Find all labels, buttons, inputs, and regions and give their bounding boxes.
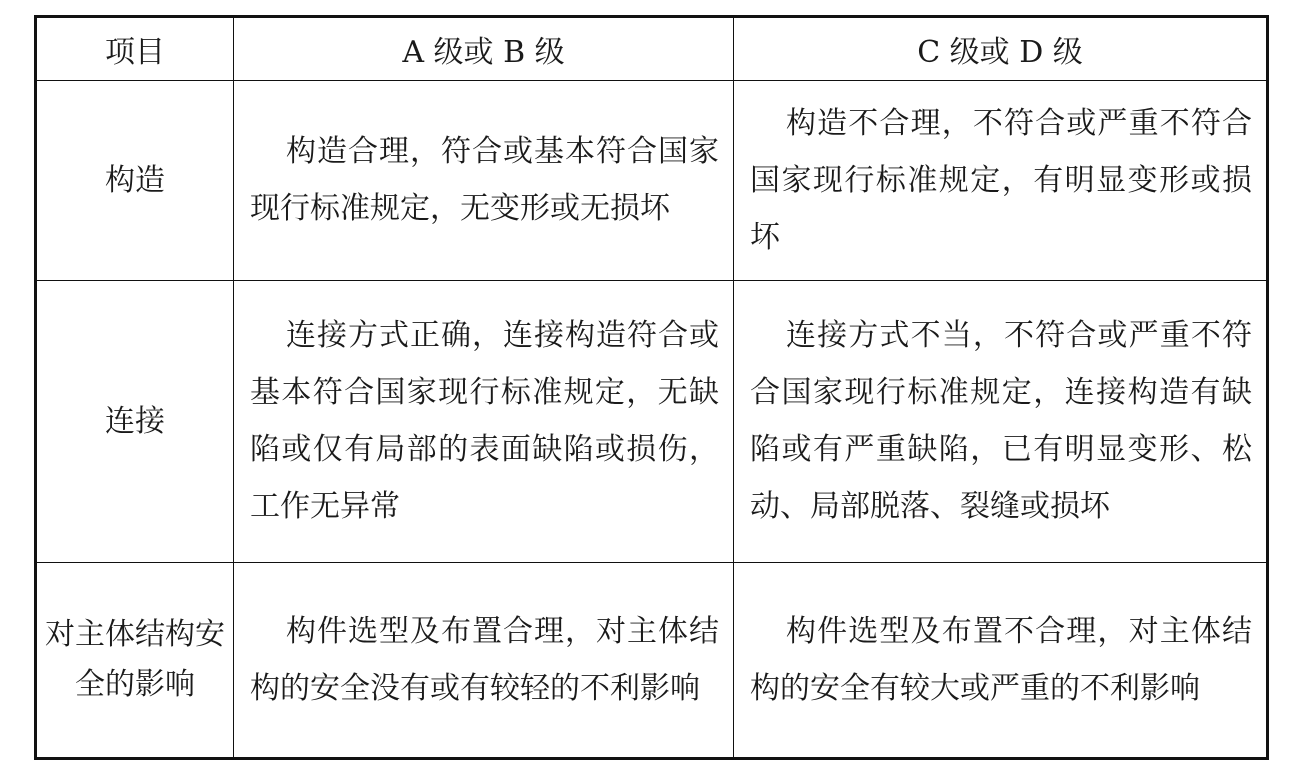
table-row bbox=[36, 563, 1268, 759]
header-grade-ab: A 级或 B 级 bbox=[234, 17, 734, 81]
row-grade-ab-cell bbox=[234, 280, 734, 562]
row-grade-cd-text: 构件选型及布置不合理，对主体结构的安全有较大或严重的不利影响 bbox=[750, 614, 1252, 707]
grading-table-container bbox=[34, 15, 1266, 760]
row-grade-cd-cell bbox=[734, 280, 1268, 562]
table-header-row bbox=[36, 17, 1268, 81]
row-item-label: 构造 bbox=[36, 81, 234, 281]
row-grade-ab-text: 构造合理，符合或基本符合国家现行标准规定，无变形或无损坏 bbox=[250, 134, 719, 227]
row-grade-cd-cell bbox=[734, 563, 1268, 759]
row-item-label: 连接 bbox=[36, 280, 234, 562]
row-grade-ab-text: 构件选型及布置合理，对主体结构的安全没有或有较轻的不利影响 bbox=[250, 614, 719, 707]
header-grade-cd: C 级或 D 级 bbox=[734, 17, 1268, 81]
row-grade-cd-text: 连接方式不当，不符合或严重不符合国家现行标准规定，连接构造有缺陷或有严重缺陷，已有明显变形、松动、局部脱落、裂缝或损坏 bbox=[750, 318, 1252, 525]
table-row bbox=[36, 280, 1268, 562]
row-grade-cd-cell bbox=[734, 81, 1268, 281]
grading-table bbox=[34, 15, 1269, 760]
table-row bbox=[36, 81, 1268, 281]
row-grade-ab-text: 连接方式正确，连接构造符合或基本符合国家现行标准规定，无缺陷或仅有局部的表面缺陷或损伤，工作无异常 bbox=[250, 318, 719, 525]
row-grade-ab-cell bbox=[234, 563, 734, 759]
row-grade-cd-text: 构造不合理，不符合或严重不符合国家现行标准规定，有明显变形或损坏 bbox=[750, 105, 1252, 255]
header-item: 项目 bbox=[36, 17, 234, 81]
row-grade-ab-cell bbox=[234, 81, 734, 281]
row-item-label: 对主体结构安全的影响 bbox=[36, 563, 234, 759]
